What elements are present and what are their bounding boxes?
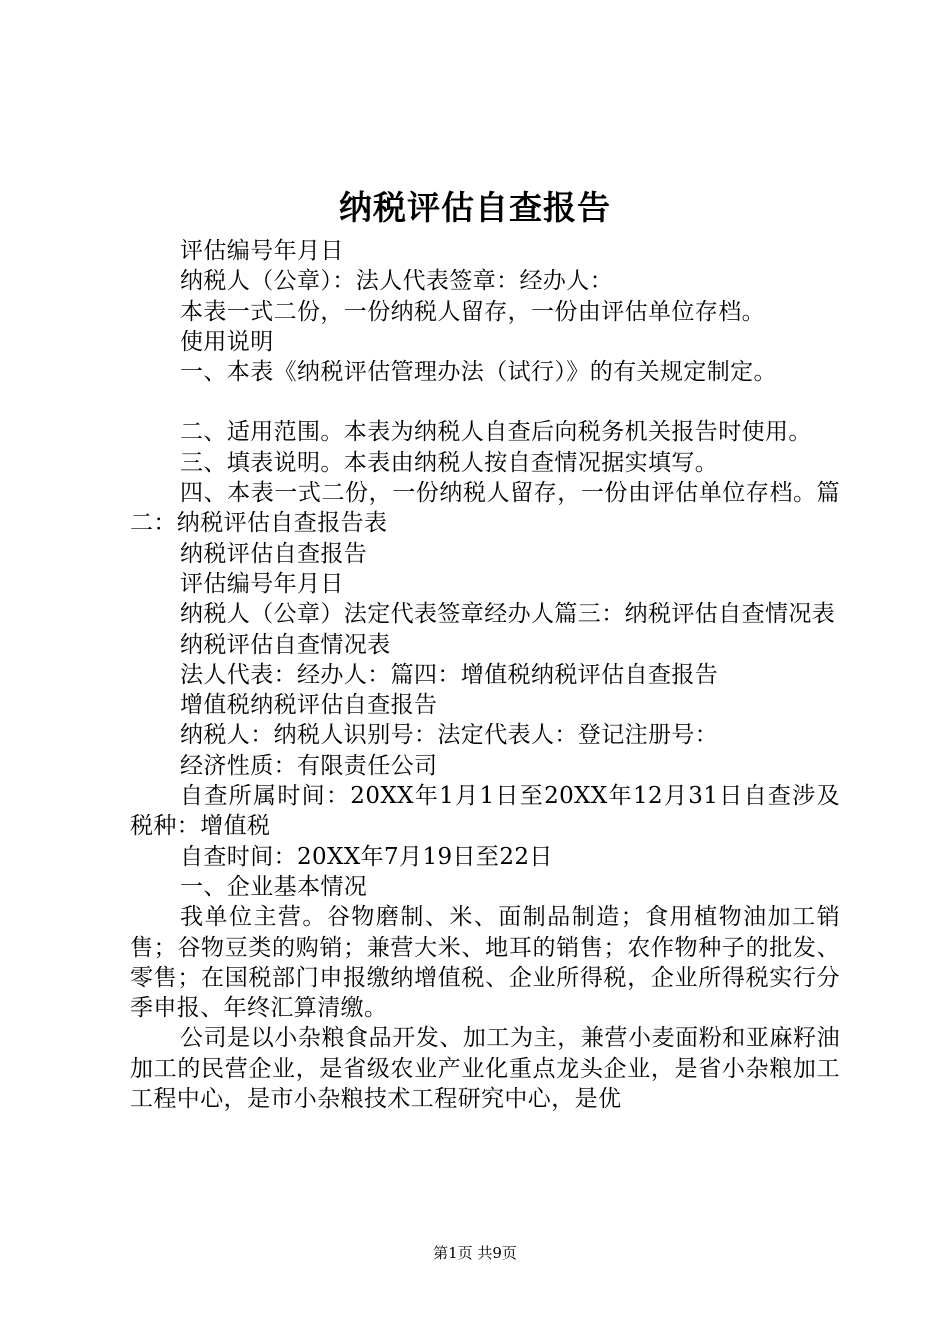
paragraph: 自查所属时间：20XX年1月1日至20XX年12月31日自查涉及税种：增值税	[130, 783, 840, 840]
paragraph: 评估编号年月日	[180, 570, 344, 597]
paragraph: 二、适用范围。本表为纳税人自查后向税务机关报告时使用。	[180, 419, 812, 446]
paragraph: 纳税评估自查报告	[180, 540, 368, 567]
paragraph: 纳税人（公章）：法人代表签章：经办人：	[180, 268, 614, 295]
document-title: 纳税评估自查报告	[339, 188, 611, 227]
paragraph: 公司是以小杂粮食品开发、加工为主，兼营小麦面粉和亚麻籽油加工的民营企业，是省级农业产业化重点龙头企业，是省小杂粮加工工程中心，是市小杂粮技术工程研究中心，是优	[130, 1025, 840, 1113]
paragraph: 三、填表说明。本表由纳税人按自查情况据实填写。	[180, 449, 719, 476]
paragraph: 四、本表一式二份，一份纳税人留存，一份由评估单位存档。篇二：纳税评估自查报告表	[130, 480, 840, 537]
paragraph: 增值税纳税评估自查报告	[180, 692, 438, 719]
paragraph: 我单位主营。谷物磨制、米、面制品制造；食用植物油加工销售；谷物豆类的购销；兼营大米、地耳的销售；农作物种子的批发、零售；在国税部门申报缴纳增值税、企业所得税，企业所得税实行分季申报、年终汇算清缴。	[130, 904, 840, 1022]
paragraph: 一、企业基本情况	[180, 873, 368, 900]
paragraph: 自查时间：20XX年7月19日至22日	[180, 843, 553, 870]
paragraph: 纳税评估自查情况表	[180, 631, 391, 658]
paragraph: 法人代表：经办人：篇四：增值税纳税评估自查报告	[180, 661, 719, 688]
document-body	[130, 236, 840, 1114]
paragraph: 评估编号年月日	[180, 238, 344, 264]
paragraph: 纳税人（公章）法定代表签章经办人篇三：纳税评估自查情况表	[180, 601, 836, 628]
paragraph: 本表一式二份，一份纳税人留存，一份由评估单位存档。	[180, 298, 765, 325]
paragraph: 一、本表《纳税评估管理办法（试行）》的有关规定制定。	[180, 359, 777, 386]
paragraph: 纳税人：纳税人识别号：法定代表人：登记注册号：	[180, 722, 719, 749]
paragraph: 经济性质：有限责任公司	[180, 752, 438, 779]
paragraph: 使用说明	[180, 328, 274, 355]
page-number-footer: 第1页 共9页	[433, 1244, 517, 1262]
